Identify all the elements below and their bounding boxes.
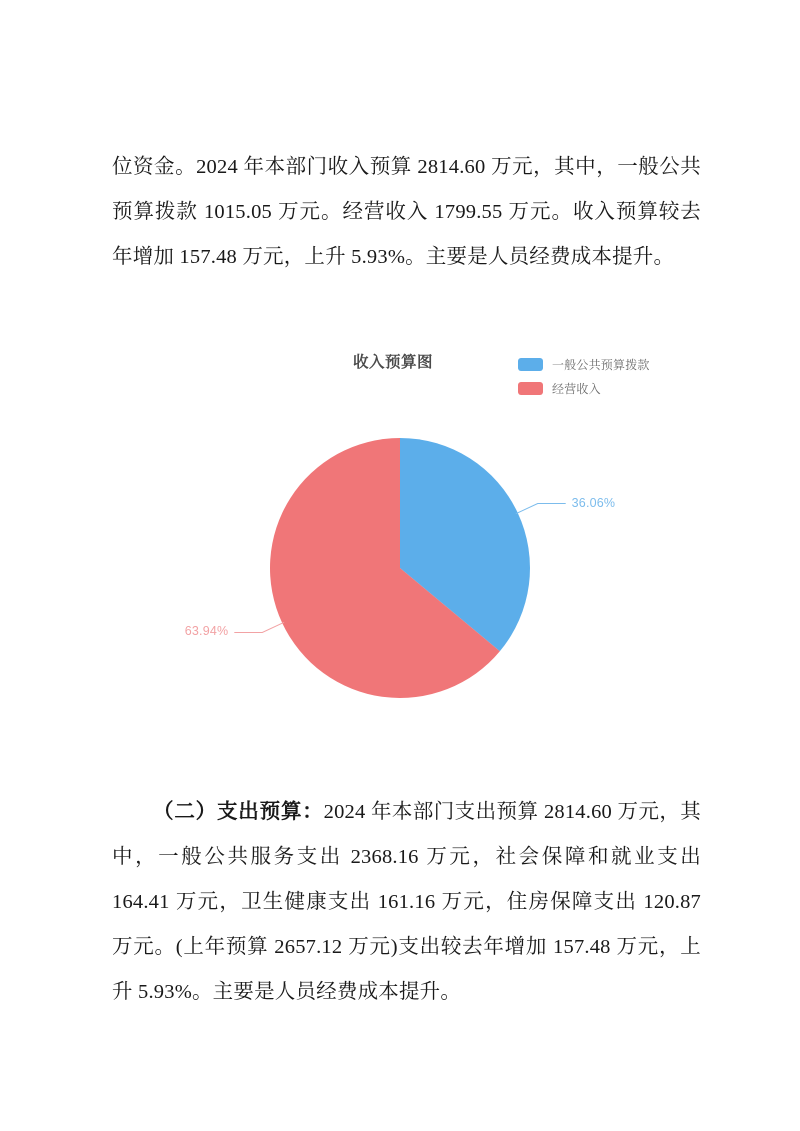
leader-line bbox=[516, 504, 566, 514]
legend-item-label: 经营收入 bbox=[552, 381, 601, 396]
pie-slice-percent-label-general-public-budget: 36.06% bbox=[571, 495, 616, 510]
pie-graphic bbox=[120, 335, 690, 735]
paragraph-income-budget: 位资金。2024 年本部门收入预算 2814.60 万元，其中，一般公共预算拨款 1015.05 万元。经营收入 1799.55 万元。收入预算较去年增加 157.48 万元，上升 5.93%。主要是人员经费成本提升。 bbox=[112, 156, 701, 268]
leader-line bbox=[234, 622, 284, 632]
chart-title: 收入预算图 bbox=[353, 354, 434, 371]
paragraph-heading: （二）支出预算： bbox=[153, 801, 324, 823]
income-budget-pie-chart bbox=[120, 335, 690, 735]
pie-svg bbox=[120, 335, 690, 735]
paragraph-expenditure-budget bbox=[112, 790, 701, 1015]
pie-slices bbox=[270, 438, 530, 698]
paragraph-body: 2024 年本部门支出预算 2814.60 万元，其中，一般公共服务支出 2368.16 万元，社会保障和就业支出 164.41 万元，卫生健康支出 161.16 万元，住房保障支出 120.87 万元。(上年预算 2657.12 万元)支出较去年增加 157.48 万元，上升 5.93%。主要是人员经费成本提升。 bbox=[112, 801, 701, 1003]
legend-item-label: 一般公共预算拨款 bbox=[552, 357, 650, 372]
pie-slice-percent-label-operating-income: 63.94% bbox=[184, 624, 229, 639]
